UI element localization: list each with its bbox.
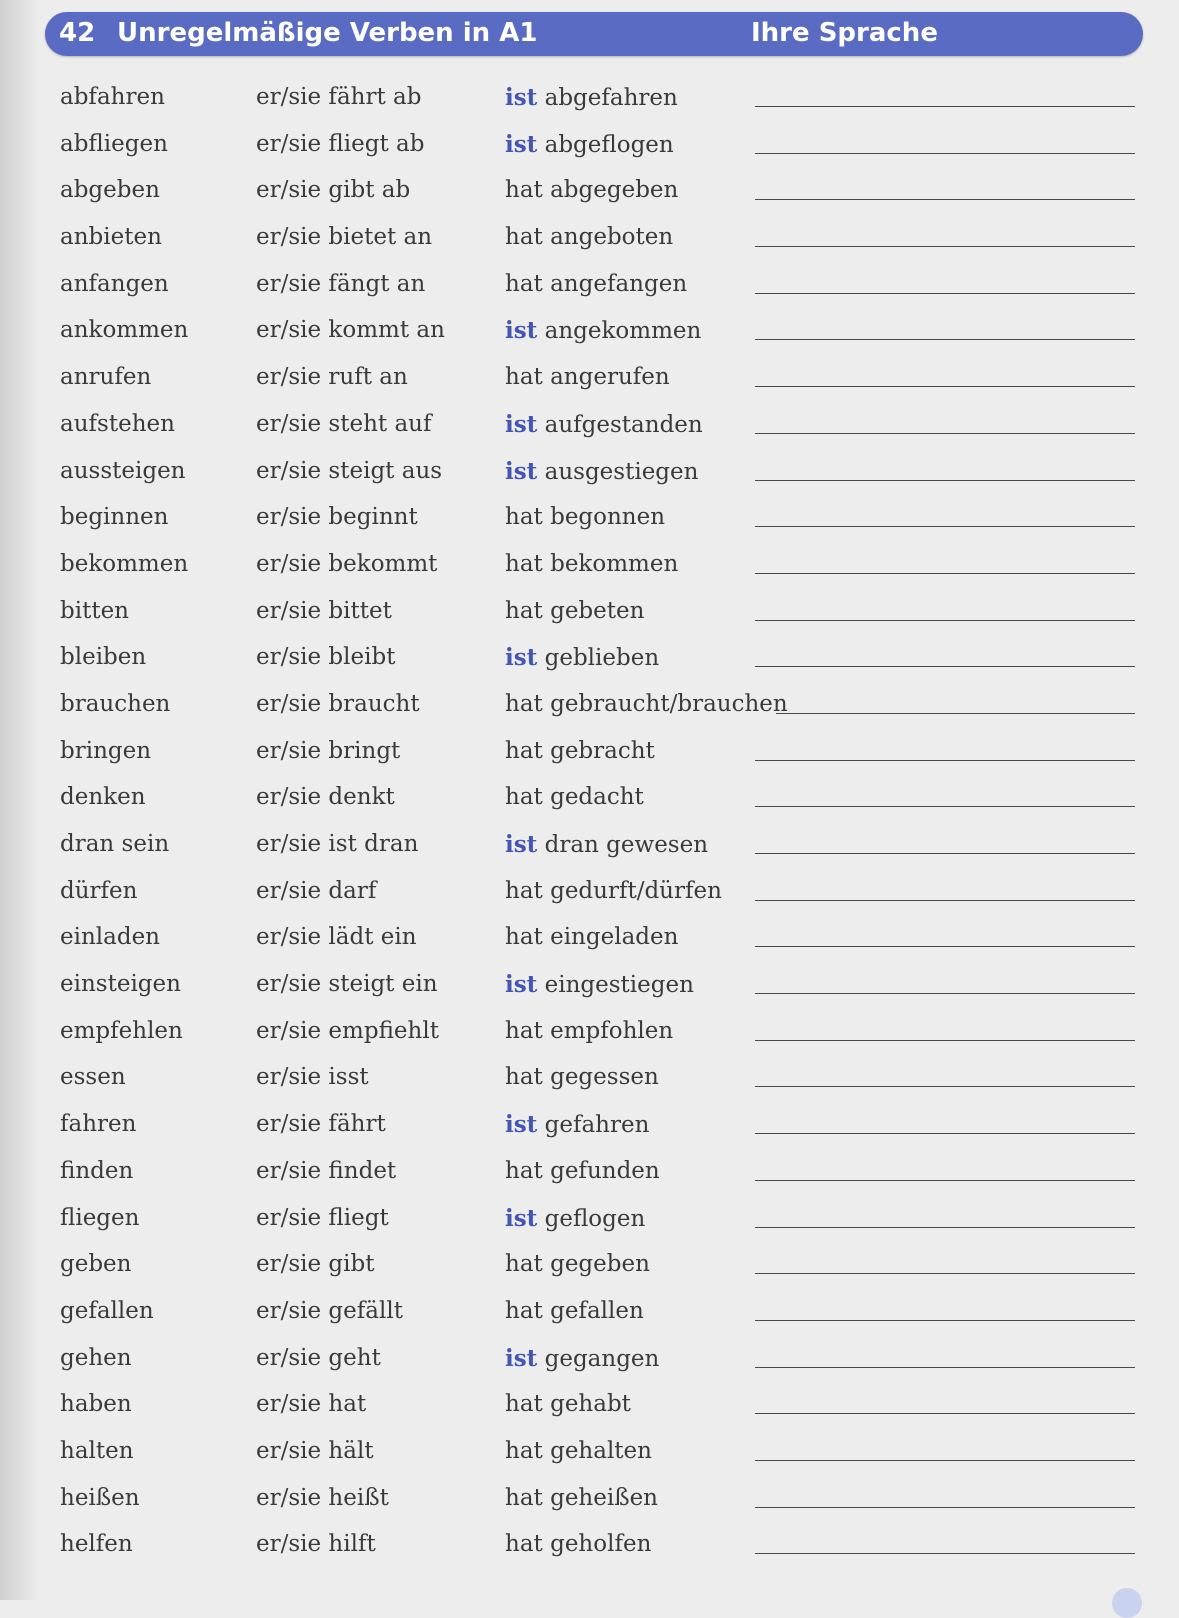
verb-infinitive: dran sein — [60, 831, 170, 857]
verb-present: er/sie steht auf — [256, 410, 432, 437]
auxiliary-verb: hat — [505, 690, 543, 717]
page-corner-marker — [1112, 1588, 1142, 1618]
table-row — [0, 76, 1179, 123]
translation-write-line[interactable] — [755, 993, 1135, 994]
verb-present: er/sie ist dran — [256, 831, 419, 857]
past-participle: eingestiegen — [544, 972, 694, 999]
verb-present: er/sie gibt ab — [256, 177, 411, 204]
past-participle: gehabt — [550, 1391, 631, 1418]
verb-infinitive: empfehlen — [60, 1017, 183, 1044]
past-participle: gebraucht/brauchen — [550, 690, 788, 717]
verb-perfect — [505, 971, 694, 998]
verb-perfect — [505, 924, 678, 950]
verb-perfect — [505, 411, 703, 438]
verb-perfect — [505, 364, 670, 390]
verb-infinitive: anbieten — [60, 224, 162, 251]
translation-write-line[interactable] — [755, 1367, 1135, 1368]
verb-table — [0, 76, 1179, 1570]
verb-infinitive: abgeben — [60, 177, 160, 204]
past-participle: abgefahren — [544, 85, 678, 111]
auxiliary-verb: hat — [505, 1017, 543, 1044]
past-participle: gedacht — [550, 784, 644, 811]
verb-infinitive: anfangen — [60, 270, 169, 297]
table-row — [0, 309, 1179, 356]
table-row — [0, 1243, 1179, 1290]
translation-write-line[interactable] — [755, 153, 1135, 154]
page-number: 42 — [59, 18, 96, 48]
past-participle: geblieben — [544, 645, 660, 672]
past-participle: geflogen — [544, 1205, 646, 1232]
translation-write-line[interactable] — [755, 760, 1135, 761]
table-row — [0, 870, 1179, 917]
table-row — [0, 169, 1179, 216]
verb-perfect — [505, 738, 655, 764]
verb-perfect — [505, 878, 722, 904]
verb-perfect — [505, 271, 687, 297]
verb-perfect — [505, 317, 701, 344]
past-participle: gebeten — [550, 597, 645, 624]
verb-infinitive: aussteigen — [60, 457, 186, 484]
auxiliary-verb: ist — [505, 644, 538, 672]
verb-infinitive: abfahren — [60, 84, 165, 110]
verb-infinitive: heißen — [60, 1484, 140, 1511]
table-row — [0, 123, 1179, 170]
translation-write-line[interactable] — [755, 946, 1135, 947]
table-row — [0, 730, 1179, 777]
verb-present: er/sie bringt — [256, 737, 401, 764]
verb-infinitive: denken — [60, 784, 146, 811]
translation-write-line[interactable] — [755, 1133, 1135, 1134]
verb-infinitive: anrufen — [60, 364, 152, 391]
auxiliary-verb: hat — [505, 270, 543, 297]
verb-present: er/sie bietet an — [256, 224, 433, 251]
translation-write-line[interactable] — [755, 480, 1135, 481]
table-row — [0, 496, 1179, 543]
verb-present: er/sie denkt — [256, 784, 395, 811]
table-row — [0, 1290, 1179, 1337]
verb-perfect — [505, 1205, 645, 1232]
past-participle: empfohlen — [550, 1017, 674, 1044]
translation-write-line[interactable] — [755, 620, 1135, 621]
verb-present: er/sie beginnt — [256, 504, 418, 531]
verb-present: er/sie fliegt ab — [256, 130, 425, 157]
translation-write-line[interactable] — [755, 339, 1135, 340]
translation-write-line[interactable] — [755, 293, 1135, 294]
translation-write-line[interactable] — [755, 1507, 1135, 1508]
verb-present: er/sie steigt ein — [256, 971, 438, 998]
verb-infinitive: gehen — [60, 1344, 132, 1371]
verb-infinitive: ankommen — [60, 317, 189, 344]
verb-present: er/sie gefällt — [256, 1297, 403, 1324]
translation-write-line[interactable] — [755, 106, 1135, 107]
translation-write-line[interactable] — [755, 573, 1135, 574]
verb-perfect — [505, 504, 665, 530]
past-participle: bekommen — [550, 550, 679, 577]
verb-present: er/sie heißt — [256, 1484, 389, 1511]
auxiliary-verb: hat — [505, 177, 543, 204]
auxiliary-verb: hat — [505, 1484, 543, 1511]
verb-present: er/sie fährt — [256, 1111, 386, 1138]
table-row — [0, 916, 1179, 963]
table-row — [0, 1197, 1179, 1244]
translation-write-line[interactable] — [755, 1227, 1135, 1228]
verb-perfect — [505, 644, 659, 671]
verb-infinitive: einladen — [60, 924, 160, 951]
translation-write-line[interactable] — [755, 1553, 1135, 1554]
past-participle: gefunden — [550, 1157, 660, 1184]
translation-write-line[interactable] — [755, 246, 1135, 247]
table-row — [0, 403, 1179, 450]
translation-write-line[interactable] — [755, 199, 1135, 200]
verb-infinitive: fahren — [60, 1111, 137, 1138]
verb-present: er/sie bittet — [256, 597, 392, 624]
verb-infinitive: haben — [60, 1391, 132, 1418]
table-row — [0, 1523, 1179, 1570]
auxiliary-verb: ist — [505, 1111, 538, 1139]
auxiliary-verb: hat — [505, 1157, 543, 1184]
auxiliary-verb: hat — [505, 784, 543, 811]
verb-perfect — [505, 1018, 673, 1044]
translation-write-line[interactable] — [755, 1320, 1135, 1321]
verb-present: er/sie lädt ein — [256, 924, 417, 951]
verb-infinitive: abfliegen — [60, 130, 168, 157]
verb-infinitive: brauchen — [60, 690, 171, 717]
verb-perfect — [505, 1531, 651, 1557]
auxiliary-verb: hat — [505, 737, 543, 764]
page-title: Unregelmäßige Verben in A1 — [117, 18, 538, 48]
past-participle: begonnen — [550, 504, 666, 531]
verb-infinitive: fliegen — [60, 1204, 140, 1231]
verb-perfect — [505, 784, 644, 810]
verb-infinitive: gefallen — [60, 1297, 154, 1324]
verb-infinitive: bitten — [60, 597, 129, 624]
auxiliary-verb: hat — [505, 1437, 543, 1464]
table-row — [0, 543, 1179, 590]
table-row — [0, 590, 1179, 637]
past-participle: geheißen — [550, 1484, 658, 1511]
auxiliary-verb: hat — [505, 550, 543, 577]
verb-perfect — [505, 458, 698, 485]
auxiliary-verb: hat — [505, 1391, 543, 1418]
verb-present: er/sie gibt — [256, 1251, 375, 1278]
translation-write-line[interactable] — [755, 1086, 1135, 1087]
table-row — [0, 1056, 1179, 1103]
past-participle: gegeben — [550, 1251, 650, 1278]
auxiliary-verb: hat — [505, 877, 543, 904]
verb-infinitive: aufstehen — [60, 410, 175, 437]
verb-perfect — [505, 224, 673, 250]
past-participle: angefangen — [550, 270, 688, 297]
translation-write-line[interactable] — [755, 1273, 1135, 1274]
verb-perfect — [505, 1251, 650, 1277]
verb-perfect — [505, 131, 674, 158]
verb-infinitive: dürfen — [60, 877, 138, 904]
translation-write-line[interactable] — [776, 713, 1135, 714]
past-participle: geholfen — [550, 1531, 652, 1558]
past-participle: gegessen — [550, 1064, 659, 1091]
verb-infinitive: essen — [60, 1064, 126, 1091]
verb-present: er/sie bleibt — [256, 644, 396, 671]
past-participle: gefallen — [550, 1297, 644, 1324]
auxiliary-verb: ist — [505, 317, 538, 345]
auxiliary-verb: hat — [505, 924, 543, 951]
verb-infinitive: finden — [60, 1157, 134, 1184]
auxiliary-verb: ist — [505, 1344, 538, 1372]
past-participle: dran gewesen — [544, 832, 709, 858]
verb-perfect — [505, 1438, 652, 1464]
verb-perfect — [505, 1111, 649, 1138]
verb-perfect — [505, 177, 678, 203]
auxiliary-verb: hat — [505, 224, 543, 251]
verb-present: er/sie empfiehlt — [256, 1017, 439, 1044]
verb-present: er/sie darf — [256, 877, 377, 904]
table-row — [0, 1150, 1179, 1197]
verb-perfect — [505, 84, 678, 111]
translation-write-line[interactable] — [755, 526, 1135, 527]
table-row — [0, 636, 1179, 683]
verb-present: er/sie ruft an — [256, 364, 408, 391]
past-participle: abgeflogen — [544, 131, 674, 158]
verb-present: er/sie fliegt — [256, 1204, 389, 1231]
verb-infinitive: geben — [60, 1251, 132, 1278]
verb-present: er/sie hat — [256, 1391, 367, 1418]
translation-write-line[interactable] — [755, 666, 1135, 667]
auxiliary-verb: ist — [505, 971, 538, 999]
auxiliary-verb: hat — [505, 1064, 543, 1091]
translation-write-line[interactable] — [755, 1180, 1135, 1181]
past-participle: abgegeben — [550, 177, 679, 204]
verb-present: er/sie kommt an — [256, 317, 445, 344]
verb-perfect — [505, 598, 644, 624]
table-row — [0, 1430, 1179, 1477]
table-row — [0, 1383, 1179, 1430]
translation-write-line[interactable] — [755, 386, 1135, 387]
verb-present: er/sie steigt aus — [256, 457, 443, 484]
translation-write-line[interactable] — [755, 853, 1135, 854]
verb-infinitive: einsteigen — [60, 971, 181, 998]
table-row — [0, 776, 1179, 823]
table-row — [0, 450, 1179, 497]
verb-present: er/sie hilft — [256, 1531, 376, 1558]
translation-write-line[interactable] — [755, 1460, 1135, 1461]
verb-infinitive: beginnen — [60, 504, 169, 531]
table-row — [0, 216, 1179, 263]
past-participle: gebracht — [550, 737, 655, 764]
table-row — [0, 823, 1179, 870]
verb-present: er/sie braucht — [256, 690, 420, 717]
verb-infinitive: bekommen — [60, 550, 189, 577]
auxiliary-verb: ist — [505, 1204, 538, 1232]
verb-perfect — [505, 1485, 658, 1511]
auxiliary-verb: ist — [505, 410, 538, 438]
verb-infinitive: helfen — [60, 1531, 133, 1558]
auxiliary-verb: hat — [505, 504, 543, 531]
page-header — [45, 12, 1143, 56]
auxiliary-verb: hat — [505, 597, 543, 624]
past-participle: angeboten — [550, 224, 674, 251]
auxiliary-verb: ist — [505, 84, 538, 111]
verb-infinitive: halten — [60, 1437, 134, 1464]
verb-present: er/sie fährt ab — [256, 84, 422, 110]
auxiliary-verb: hat — [505, 1297, 543, 1324]
table-row — [0, 1010, 1179, 1057]
past-participle: gefahren — [544, 1112, 650, 1139]
table-row — [0, 263, 1179, 310]
verb-perfect — [505, 551, 678, 577]
translation-write-line[interactable] — [755, 1040, 1135, 1041]
auxiliary-verb: hat — [505, 1251, 543, 1278]
verb-perfect — [505, 1391, 631, 1417]
verb-present: er/sie findet — [256, 1157, 397, 1184]
table-row — [0, 356, 1179, 403]
verb-infinitive: bringen — [60, 737, 152, 764]
translation-write-line[interactable] — [755, 900, 1135, 901]
verb-perfect — [505, 1158, 660, 1184]
translation-write-line[interactable] — [755, 433, 1135, 434]
past-participle: eingeladen — [550, 924, 679, 951]
verb-present: er/sie bekommt — [256, 550, 438, 577]
past-participle: angerufen — [550, 364, 670, 391]
past-participle: ausgestiegen — [544, 458, 699, 485]
verb-present: er/sie isst — [256, 1064, 369, 1091]
auxiliary-verb: hat — [505, 1531, 543, 1558]
past-participle: gedurft/dürfen — [550, 877, 722, 904]
verb-perfect — [505, 1298, 644, 1324]
auxiliary-verb: ist — [505, 831, 538, 858]
auxiliary-verb: ist — [505, 130, 538, 158]
verb-present: er/sie geht — [256, 1344, 381, 1371]
auxiliary-verb: hat — [505, 364, 543, 391]
language-column-heading: Ihre Sprache — [751, 18, 938, 48]
verb-infinitive: bleiben — [60, 644, 147, 671]
past-participle: gehalten — [550, 1437, 652, 1464]
verb-perfect — [505, 691, 788, 717]
table-row — [0, 683, 1179, 730]
verb-perfect — [505, 1064, 659, 1090]
table-row — [0, 1103, 1179, 1150]
past-participle: gegangen — [544, 1345, 660, 1372]
verb-perfect — [505, 1345, 659, 1372]
table-row — [0, 963, 1179, 1010]
auxiliary-verb: ist — [505, 457, 538, 485]
past-participle: angekommen — [544, 318, 702, 345]
past-participle: aufgestanden — [544, 411, 703, 438]
verb-present: er/sie fängt an — [256, 270, 426, 297]
table-row — [0, 1477, 1179, 1524]
translation-write-line[interactable] — [755, 806, 1135, 807]
verb-present: er/sie hält — [256, 1437, 374, 1464]
translation-write-line[interactable] — [755, 1413, 1135, 1414]
table-row — [0, 1337, 1179, 1384]
verb-perfect — [505, 831, 708, 858]
